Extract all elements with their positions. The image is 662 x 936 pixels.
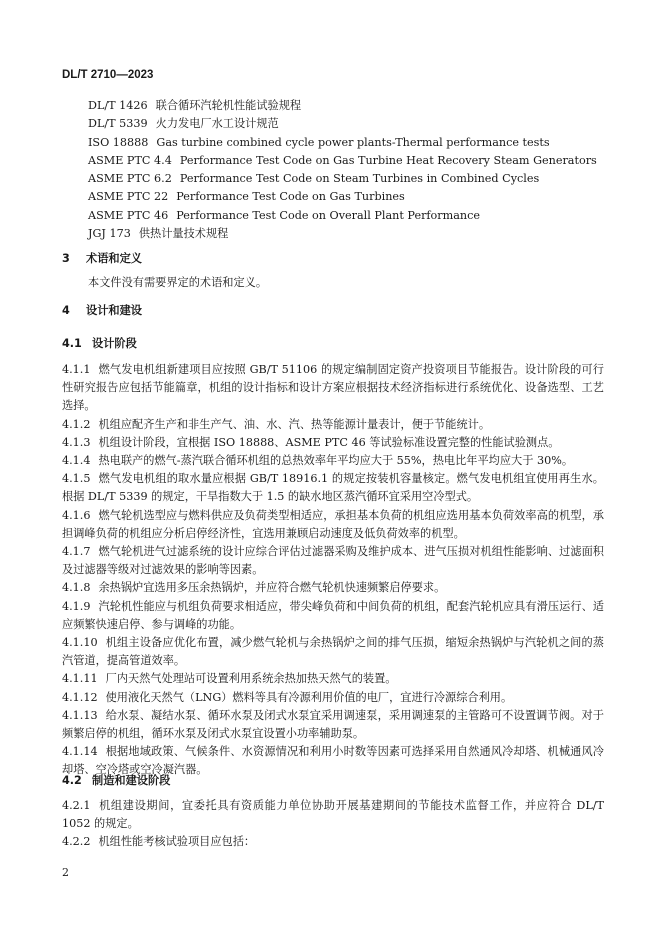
reference-code: ASME PTC 46 [88,208,169,222]
clause-text: 给水泵、凝结水泵、循环水泵及闭式水泵宜采用调速泵，采用调速泵的主管路可不设置调节阀。对于频繁启停的机组，循环水泵及闭式水泵宜设置小功率辅助泵。 [62,708,604,741]
clause-text: 机组性能考核试验项目应包括： [98,835,256,849]
clause [62,416,604,434]
clause-number: 4.1.12 [62,690,98,704]
clause [62,543,604,579]
clause [62,434,604,452]
clause-number: 4.1.3 [62,435,91,449]
clause [62,361,604,416]
clause-number: 4.1.5 [62,472,91,486]
clause-text: 机组建设期间，宜委托具有资质能力单位协助开展基建期间的节能技术监督工作，并应符合 DL/T 1052 的规定。 [62,799,604,831]
normative-references-list [88,97,597,243]
subsection-title: 设计阶段 [92,337,137,350]
reference-code: JGJ 173 [88,227,131,241]
clause-number: 4.1.10 [62,636,98,650]
clause [62,452,604,470]
section-text: 本文件没有需要界定的术语和定义。 [88,276,268,289]
reference-item [88,225,597,243]
clause-text: 机组设计阶段，宜根据 ISO 18888、ASME PTC 46 等试验标准设置完整的性能试验测点。 [98,435,560,449]
clause [62,634,604,670]
reference-item [88,134,597,152]
section-title: 术语和定义 [86,252,142,265]
clause-number: 4.1.14 [62,745,98,759]
reference-title: Performance Test Code on Steam Turbines in Combined Cycles [179,172,540,186]
subsection-number: 4.1 [62,337,82,350]
page-number: 2 [62,866,69,879]
reference-code: DL/T 1426 [88,99,148,112]
subsection-number: 4.2 [62,774,82,787]
clauses-4-1 [62,361,604,780]
clause-text: 机组主设备应优化布置，减少燃气轮机与余热锅炉之间的排气压损，缩短余热锅炉与汽轮机之间的蒸汽管道，提高管道效率。 [62,636,604,668]
section-number: 3 [62,252,70,265]
document-header: DL/T 2710—2023 [62,69,154,81]
reference-item [88,188,597,206]
clause-number: 4.1.8 [62,581,91,595]
clause-text: 使用液化天然气（LNG）燃料等具有冷源利用价值的电厂，宜进行冷源综合利用。 [105,690,513,704]
clause-text: 燃气轮机进气过滤系统的设计应综合评估过滤器采购及维护成本、进气压损对机组性能影响、过滤面积及过滤器等级对过滤效果的影响等因素。 [62,545,604,577]
reference-item [88,170,597,188]
clause-number: 4.1.6 [62,508,91,522]
section-number: 4 [62,304,70,317]
section-heading [62,250,604,266]
clause [62,598,604,634]
reference-code: ISO 18888 [88,135,149,149]
clause-text: 燃气发电机组的取水量应根据 GB/T 18916.1 的规定按装机容量核定。燃气发电机组宜使用再生水。根据 DL/T 5339 的规定，干旱指数大于 1.5 的缺水地区蒸汽循环宜采用空冷型式。 [62,472,604,504]
reference-item [88,115,597,133]
clauses-4-2 [62,797,604,852]
reference-title: 供热计量技术规程 [138,227,229,241]
clause [62,470,604,506]
reference-title: 联合循环汽轮机性能试验规程 [155,99,302,112]
clause-text: 热电联产的燃气-蒸汽联合循环机组的总热效率年平均应大于 55%，热电比年平均应大于 30%。 [98,454,574,468]
subsection-heading [62,335,604,351]
clause-number: 4.2.2 [62,835,91,849]
reference-code: ASME PTC 22 [88,190,169,204]
clause-text: 燃气发电机组新建项目应按照 GB/T 51106 的规定编制固定资产投资项目节能报告。设计阶段的可行性研究报告应包括节能篇章，机组的设计指标和设计方案应根据技术经济指标进行系统优化、设备选型、工艺选择。 [62,363,604,413]
clause [62,797,604,833]
clause-text: 厂内天然气处理站可设置利用系统余热加热天然气的装置。 [105,672,397,686]
clause [62,507,604,543]
subsection-title: 制造和建设阶段 [92,774,171,787]
reference-item [88,97,597,115]
clause-text: 根据地域政策、气候条件、水资源情况和利用小时数等因素可选择采用自然通风冷却塔、机械通风冷却塔、空冷塔或空冷凝汽器。 [62,745,604,777]
clause-text: 汽轮机性能应与机组负荷要求相适应，带尖峰负荷和中间负荷的机组，配套汽轮机应具有滑压运行、适应频繁快速启停、参与调峰的功能。 [62,599,604,631]
clause-number: 4.1.13 [62,708,98,722]
reference-item [88,152,597,170]
clause [62,579,604,597]
clause-number: 4.1.1 [62,363,91,376]
clause-text: 燃气轮机选型应与燃料供应及负荷类型相适应，承担基本负荷的机组应选用基本负荷效率高的机型，承担调峰负荷的机组应分析启停经济性，宜选用兼顾启动速度及低负荷效率的机型。 [62,508,604,540]
clause-number: 4.1.11 [62,672,98,686]
reference-title: Performance Test Code on Gas Turbines [176,190,405,204]
reference-title: Performance Test Code on Gas Turbine Heat Recovery Steam Generators [179,153,597,167]
reference-title: Performance Test Code on Overall Plant Performance [176,208,481,222]
clause-number: 4.1.2 [62,417,91,431]
clause-number: 4.1.9 [62,599,91,613]
reference-code: DL/T 5339 [88,117,148,131]
reference-code: ASME PTC 6.2 [88,172,172,186]
clause [62,707,604,743]
reference-title: 火力发电厂水工设计规范 [155,117,279,131]
clause-number: 4.2.1 [62,799,91,812]
clause-text: 余热锅炉宜选用多压余热锅炉，并应符合燃气轮机快速频繁启停要求。 [98,581,446,595]
section-heading [62,302,604,318]
clause-number: 4.1.4 [62,454,91,468]
subsection-heading [62,772,604,788]
clause-number: 4.1.7 [62,545,91,559]
clause-text: 机组应配齐生产和非生产气、油、水、汽、热等能源计量表计，便于节能统计。 [98,417,491,431]
reference-code: ASME PTC 4.4 [88,153,172,167]
reference-item [88,207,597,225]
clause [62,689,604,707]
section-title: 设计和建设 [86,304,142,317]
clause [62,833,604,851]
reference-title: Gas turbine combined cycle power plants-Thermal performance tests [156,135,550,149]
clause [62,670,604,688]
